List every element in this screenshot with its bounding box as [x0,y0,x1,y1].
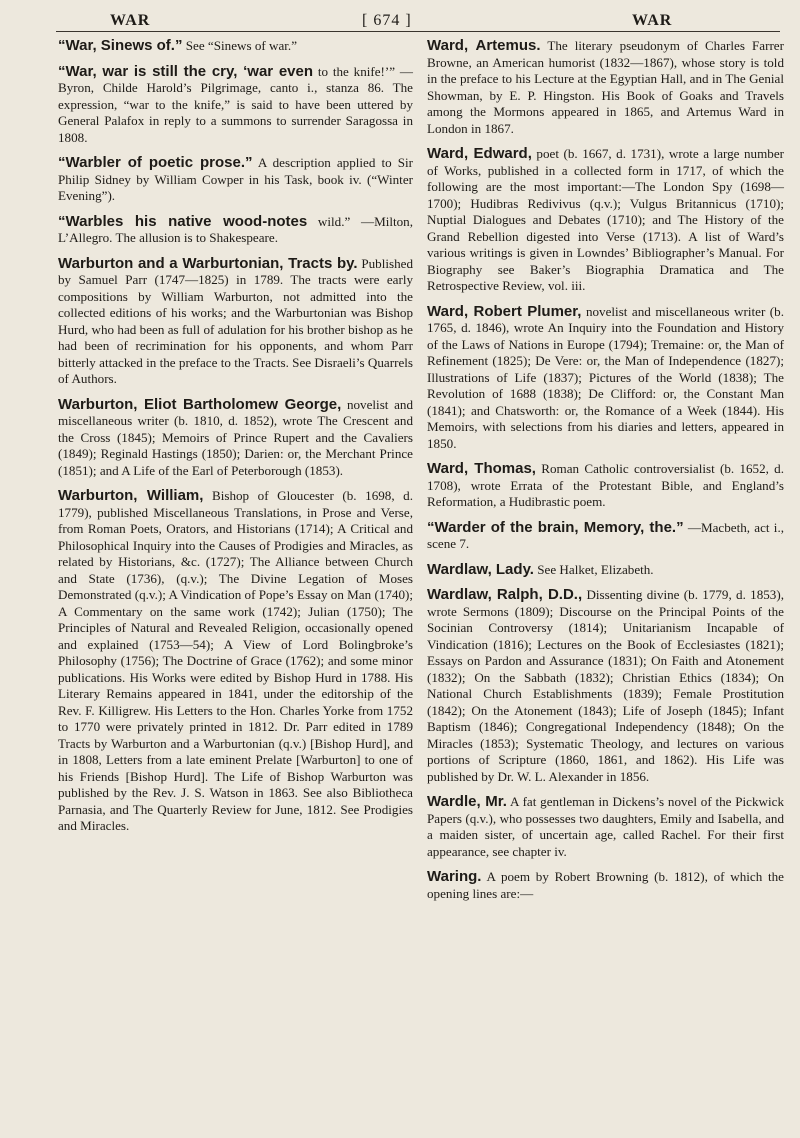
entry-warburton-eliot [58,397,413,480]
entry-text: Bishop of Gloucester (b. 1698, d. 1779), published Miscellaneous Translations, in Prose and Verse, from Roman Poets, Orators, and Historians (1714); A Critical and Philosophical Inquiry into the Causes of Prodigies and Miracles, as related by Historians, &c. (1727); The Alliance between Church and State (1736), (q.v.); The Divine Legation of Moses Demonstrated (q.v.); A Vindication of Pope’s Essay on Man (1740); A Commentary on the same work (1742); Julian (1750); The Principles of Natural and Revealed Religion, occasionally opened and explained (1753—54); A View of Lord Bolingbroke’s Philosophy (1756); The Doctrine of Grace (1762); and some minor publications. His Works were edited by Bishop Hurd in 1788. His Literary Remains appeared in 1841, under the editorship of the Rev. F. Killigrew. His Letters to the Hon. Charles Yorke from 1752 to 1770 were privately printed in 1812. Dr. Parr edited in 1789 Tracts by Warburton and a Warburtonian (q.v.) [Bishop Hurd], and in 1808, Letters from a late eminent Prelate [Warburton] to one of his Friends [Bishop Hurd]. The Life of Bishop Warburton was published by the Rev. J. S. Watson in 1863. See also Bibliotheca Parnasia, and The Quarterly Review for June, 1812. See Prodigies and Miracles. [58,488,413,833]
entry-waring [427,869,784,902]
running-head-right: WAR [632,12,673,29]
entry-headword: Ward, Artemus. [427,37,541,54]
header-rule [56,31,780,32]
entry-text: A description applied to Sir Philip Sidney by William Cowper in his Task, book iv. (“Winter Evening”). [58,155,413,203]
entry-war-sinews [58,38,413,55]
entry-text: A poem by Robert Browning (b. 1812), of which the opening lines are:— [427,869,784,901]
entry-headword: “Warbles his native wood-notes [58,212,308,230]
entry-headword: Wardlaw, Ralph, D.D., [427,586,583,603]
entry-text: Published by Samuel Parr (1747—1825) in 1789. The tracts were early compositions by William Warburton, not admitted into the collected editions of his works; and the Warburtonian was Bishop Hurd, who had been as full of adulation for his brother bishop as he had been of recrimination for his opponents, and whom Parr bitterly attacked in the preface to the Tracts. See Disraeli’s Quarrels of Authors. [58,255,413,386]
entry-ward-thomas [427,461,784,511]
entry-war-cry [58,64,413,147]
entry-text: to the knife!’” —Byron, Childe Harold’s Pilgrimage, canto i., stanza 86. The expression, “war to the knife,” is said to have been uttered by General Palafox in reply to a summons to surrender Saragossa in 1808. [58,63,413,145]
entry-ward-robert [427,304,784,453]
entry-headword: Ward, Thomas, [427,460,536,477]
entry-warburton-william [58,488,413,835]
entry-text: The literary pseudonym of Charles Farrer Browne, an American humorist (1832—1867), whose story is told in the preface to his Lecture at the Egyptian Hall, and in The Genial Showman, by E. P. Hingston. His Book of Goaks and Travels among the Mormons appeared in 1865, and Artemus Ward in London in 1867. [427,38,784,136]
entry-headword: “War, war is still the cry, ‘war even [58,62,314,80]
entry-ward-artemus [427,38,784,137]
page-header [50,8,782,32]
entry-headword: Warburton, Eliot Bartholomew George, [58,395,342,413]
entry-headword: Wardle, Mr. [427,793,507,810]
page-number: [ 674 ] [362,12,412,29]
entry-warder [427,520,784,553]
entry-text: —Macbeth, act i., scene 7. [427,519,784,551]
entry-text: A fat gentleman in Dickens’s novel of the Pickwick Papers (q.v.), who possesses two daughters, Emily and Isabella, and a maiden sister, of uncertain age, called Rachel. For their first appearance, see chapter iv. [427,794,784,859]
entry-warburton-tracts [58,256,413,388]
entry-text: Roman Catholic controversialist (b. 1652, d. 1708), wrote Errata of the Protestant Bible, and England’s Reformation, a Hudibrastic poem. [427,461,784,509]
running-head-left: WAR [110,12,151,29]
entry-headword: Warburton, William, [58,487,204,504]
entry-headword: “War, Sinews of.” [58,37,183,54]
entry-headword: “Warder of the brain, Memory, the.” [427,518,684,536]
entry-text: novelist and miscellaneous writer (b. 1765, d. 1846), wrote An Inquiry into the Foundation and History of the Laws of Nations in Europe (1794); Tremaine: or, the Man of Refinement (1825); De Vere: or, the Man of Independence (1827); Illustrations of Life (1837); Pictures of the World (1838); The Revolution of 1688 (1838); De Clifford: or, the Constant Man (1841); and Chatsworth: or, the Romance of a Week (1844). His Memoirs, with selections from his diaries and letters, appeared in 1850. [427,303,784,451]
entry-warbles [58,214,413,247]
entry-ward-edward [427,146,784,295]
entry-text: See “Sinews of war.” [182,38,298,53]
entry-wardlaw-lady [427,562,784,579]
left-column [58,38,413,844]
entry-text: See Halket, Elizabeth. [533,561,654,577]
entry-text: poet (b. 1667, d. 1731), wrote a large number of Works, published in a collected form in 1717, of which the following are the most important:—The London Spy (1698—1700); Hudibras Redivivus (q.v.); Vulgus Britannicus (1710); Nuptial Dialogues and Debates (1710); and The History of the Grand Rebellion digested into Verse (1713). A list of Ward’s various writings is given in Lowndes’ Bibliographer’s Manual. For Biography see Baker’s Biographia Dramatica and The Retrospective Review, vol. iii. [427,146,785,293]
entry-warbler [58,155,413,205]
entry-text: Dissenting divine (b. 1779, d. 1853), wrote Sermons (1809); Discourse on the Principal Points of the Socinian Controversy (1814); Unitarianism Incapable of Vindication (1816); Lectures on the Book of Ecclesiastes (1821); Essays on Pardon and Assurance (1831); On Faith and Atonement (1832); On the Sabbath (1832); Christian Ethics (1834); On National Church Establishments (1839); Female Prostitution (1842); On the Atonement (1843); Life of Joseph (1845); Infant Baptism (1846); Congregational Independency (1848); On the Miracles (1853); Systematic Theology, and lectures on various portions of Scripture (1860, 1861, and 1862). His Life was published by Dr. W. L. Alexander in 1856. [427,587,784,784]
entry-headword: “Warbler of poetic prose.” [58,154,253,171]
entry-headword: Warburton and a Warburtonian, Tracts by. [58,254,358,272]
entry-wardlaw-ralph [427,587,784,785]
entry-headword: Ward, Edward, [427,145,532,162]
entry-headword: Waring. [427,868,482,885]
entry-headword: Ward, Robert Plumer, [427,302,582,320]
entry-headword: Wardlaw, Lady. [427,560,534,578]
entry-text: wild.” —Milton, L’Allegro. The allusion is to Shakespeare. [58,213,413,245]
entry-wardle [427,794,784,860]
entry-text: novelist and miscellaneous writer (b. 1810, d. 1852), wrote The Crescent and the Cross (1845); Memoirs of Prince Rupert and the Cavaliers (1849); Reginald Hastings (1850); Darien: or, the Merchant Prince (1851); and A Life of the Earl of Peterborough (1853). [58,396,413,478]
right-column [427,38,784,911]
